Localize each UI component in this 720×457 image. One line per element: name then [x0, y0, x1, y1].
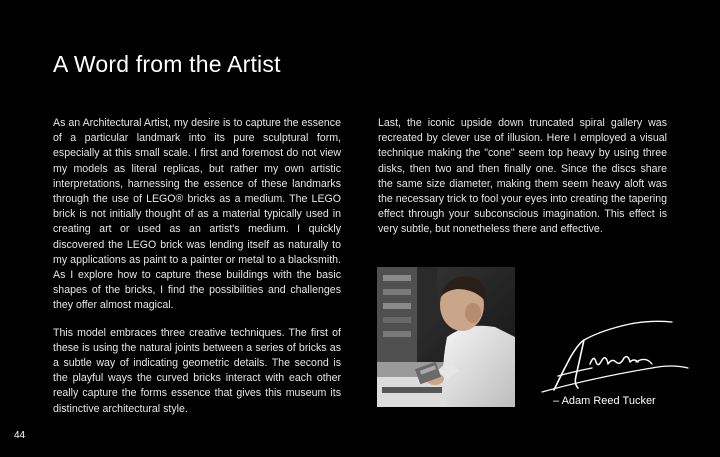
illusion-paragraph: Last, the iconic upside down truncated spiral gallery was recreated by clever use of illusion. Here I employed a visual technique making the "cone" seem top heavy by using three disks, then two and then finally one. Since the discs share the same size diameter, making them seem heavy aloft was the necessary trick to fool your eyes into creating the tapering effect through your subconscious imagination. This effect is very subtle, but nonetheless there and effective.	[378, 117, 667, 236]
artist-signature	[532, 318, 692, 398]
techniques-paragraph: This model embraces three creative techniques. The first of these is using the natural joints between a series of bricks as a subtle way of indicating geometric details. The second is the playful ways the curved bricks interact with each other really capture the forms essence that gives this museum its distinctive architectural style.	[53, 326, 341, 415]
artist-photo-illustration	[377, 267, 515, 407]
right-text-column	[378, 116, 667, 250]
page-number: 44	[14, 430, 26, 441]
intro-paragraph: As an Architectural Artist, my desire is to capture the essence of a particular landmark into its pure sculptural form, especially at this small scale. I first and foremost do not view my models as literal replicas, but rather my own artistic interpretations, harnessing the essence of these landmarks through the use of LEGO® bricks as a medium. The LEGO brick is not initially thought of as a material typically used in creating art or used as an artist's medium. I quickly discovered the LEGO brick was lending itself as naturally to my applications as paint to a painter or metal to a blacksmith. As I explore how to capture these buildings with the basic shapes of the bricks, I find the possibilities and challenges they offer almost magical.	[53, 117, 341, 312]
left-text-column	[53, 116, 341, 429]
artist-attribution: – Adam Reed Tucker	[553, 395, 656, 407]
artist-photo	[377, 267, 515, 407]
page-title: A Word from the Artist	[53, 51, 281, 77]
